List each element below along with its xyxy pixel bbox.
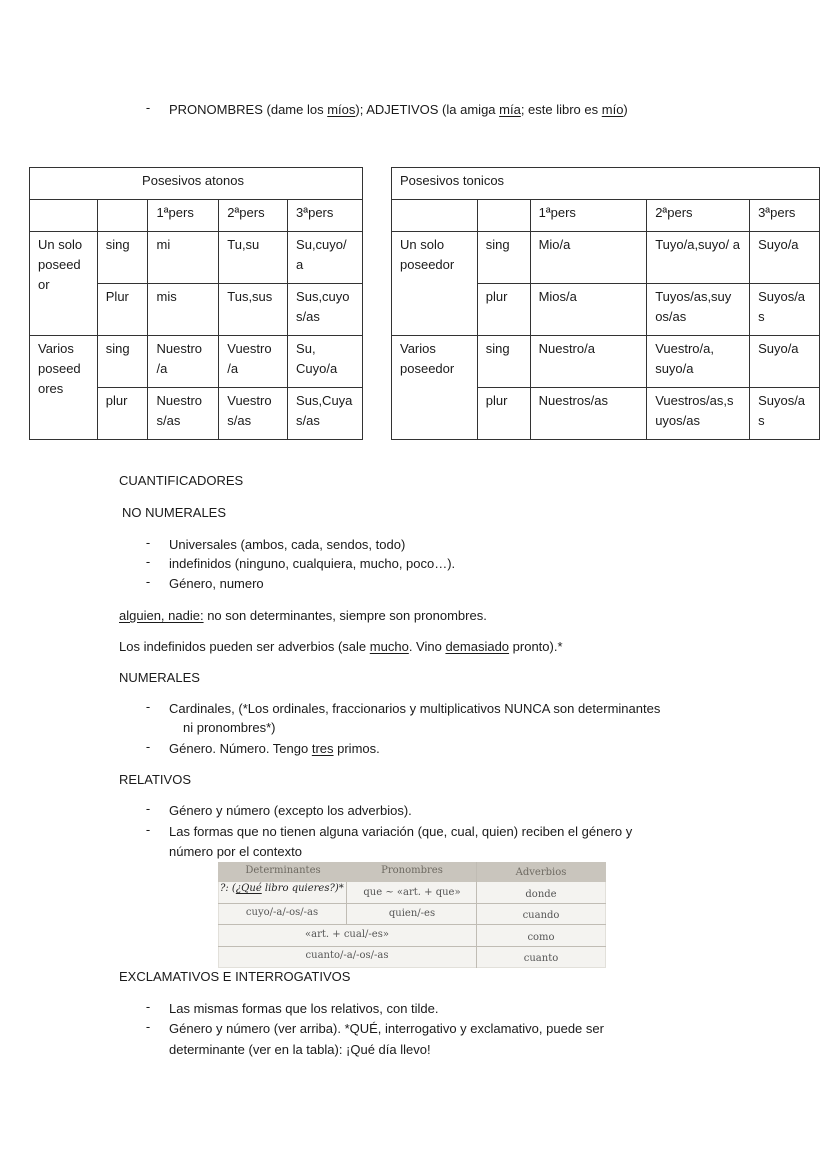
intro-underline-mia: mía bbox=[499, 102, 521, 117]
atonos-cell: Sus,cuyo s/as bbox=[288, 284, 363, 336]
tonicos-group-varios: Varios poseedor bbox=[392, 336, 478, 440]
atonos-header-3: 3ªpers bbox=[288, 200, 363, 232]
atonos-table bbox=[29, 167, 363, 440]
atonos-cell: Vuestro /a bbox=[219, 336, 288, 388]
scan-divider bbox=[218, 924, 606, 925]
intro-underline-mios: míos bbox=[327, 102, 356, 117]
scan-cell: que ~ «art. + que» bbox=[363, 887, 461, 898]
tonicos-cell: Tuyos/as,suy os/as bbox=[647, 284, 750, 336]
note-underline-mucho: mucho bbox=[369, 639, 409, 654]
scan-underline-que: ¿Qué bbox=[235, 883, 262, 894]
intro-text-4: ) bbox=[623, 102, 628, 117]
bullet-dash: - bbox=[145, 554, 151, 569]
atonos-cell: Sus,Cuya s/as bbox=[288, 388, 363, 440]
intro-text-1: PRONOMBRES (dame los bbox=[169, 102, 328, 117]
tonicos-header-3: 3ªpers bbox=[750, 200, 820, 232]
note-text: . Vino bbox=[408, 639, 446, 654]
atonos-num: sing bbox=[97, 336, 148, 388]
tonicos-cell: Mio/a bbox=[530, 232, 647, 284]
note-text: no son determinantes, siempre son pronombres. bbox=[203, 608, 487, 623]
no-numerales-heading: NO NUMERALES bbox=[122, 505, 227, 520]
scan-cell: como bbox=[527, 932, 555, 943]
atonos-num: plur bbox=[97, 388, 148, 440]
scan-cell: cuanto bbox=[523, 953, 559, 964]
atonos-cell: Nuestro /a bbox=[148, 336, 219, 388]
list-text: primos. bbox=[333, 741, 380, 756]
atonos-cell: Vuestro s/as bbox=[219, 388, 288, 440]
intro-text-2: ); ADJETIVOS (la amiga bbox=[355, 102, 500, 117]
atonos-header-empty bbox=[97, 200, 148, 232]
atonos-group-un-solo: Un solo poseed or bbox=[30, 232, 98, 336]
tonicos-cell: Nuestros/as bbox=[530, 388, 647, 440]
scan-header-adverbios: Adverbios bbox=[515, 867, 567, 878]
bullet-dash: - bbox=[145, 999, 151, 1014]
exclamativos-heading: EXCLAMATIVOS E INTERROGATIVOS bbox=[119, 969, 351, 984]
tonicos-num: sing bbox=[477, 232, 530, 284]
tonicos-table bbox=[391, 167, 820, 440]
list-item-continued: número por el contexto bbox=[169, 844, 302, 859]
intro-text-3: ; este libro es bbox=[520, 102, 602, 117]
numerales-heading: NUMERALES bbox=[119, 670, 200, 685]
atonos-cell: Su,cuyo/ a bbox=[288, 232, 363, 284]
relativos-heading: RELATIVOS bbox=[119, 772, 192, 787]
note-underline: alguien, nadie: bbox=[119, 608, 204, 623]
scan-cell: «art. + cual/-es» bbox=[305, 929, 389, 940]
scan-cell: cuyo/-a/-os/-as bbox=[245, 907, 319, 918]
list-item: indefinidos (ninguno, cualquiera, mucho, poco…). bbox=[169, 556, 456, 571]
tonicos-group-un-solo: Un solo poseedor bbox=[392, 232, 478, 336]
list-item: Las formas que no tienen alguna variación (que, cual, quien) reciben el género y bbox=[169, 824, 633, 839]
tonicos-num: sing bbox=[477, 336, 530, 388]
note-underline-demasiado: demasiado bbox=[445, 639, 510, 654]
tonicos-cell: Suyo/a bbox=[750, 336, 820, 388]
tonicos-header-empty bbox=[477, 200, 530, 232]
tonicos-num: plur bbox=[477, 284, 530, 336]
tonicos-cell: Suyo/a bbox=[750, 232, 820, 284]
bullet-dash: - bbox=[145, 535, 151, 550]
tonicos-cell: Nuestro/a bbox=[530, 336, 647, 388]
relativos-scan-table bbox=[218, 862, 606, 968]
tonicos-title: Posesivos tonicos bbox=[392, 168, 820, 200]
atonos-header-empty bbox=[30, 200, 98, 232]
scan-cell: cuando bbox=[522, 910, 560, 921]
list-item-continued: ni pronombres*) bbox=[183, 720, 276, 735]
list-item: Género y número (ver arriba). *QUÉ, interrogativo y exclamativo, puede ser bbox=[169, 1021, 604, 1036]
scan-divider bbox=[218, 946, 606, 947]
list-item: Las mismas formas que los relativos, con tilde. bbox=[169, 1001, 439, 1016]
bullet-dash: - bbox=[145, 739, 151, 754]
note-text: pronto).* bbox=[509, 639, 563, 654]
tonicos-header-empty bbox=[392, 200, 478, 232]
list-item-continued: determinante (ver en la tabla): ¡Qué día llevo! bbox=[169, 1042, 431, 1057]
bullet-dash: - bbox=[145, 822, 151, 837]
underline-tres: tres bbox=[311, 741, 334, 756]
atonos-header-2: 2ªpers bbox=[219, 200, 288, 232]
scan-cell: donde bbox=[525, 889, 557, 900]
tonicos-num: plur bbox=[477, 388, 530, 440]
note-text: Los indefinidos pueden ser adverbios (sale bbox=[119, 639, 370, 654]
tonicos-cell: Vuestro/a, suyo/a bbox=[647, 336, 750, 388]
intro-line bbox=[169, 100, 628, 119]
scan-header-pronombres: Pronombres bbox=[381, 865, 443, 876]
list-item bbox=[169, 739, 380, 758]
scan-header-determinantes: Determinantes bbox=[245, 865, 321, 876]
scan-text: ?: ( bbox=[220, 883, 236, 894]
note-alguien-nadie bbox=[119, 606, 487, 625]
atonos-cell: Nuestro s/as bbox=[148, 388, 219, 440]
list-text: Género. Número. Tengo bbox=[169, 741, 312, 756]
cuantificadores-heading: CUANTIFICADORES bbox=[119, 473, 244, 488]
atonos-cell: mi bbox=[148, 232, 219, 284]
atonos-cell: mis bbox=[148, 284, 219, 336]
bullet-dash: - bbox=[145, 699, 151, 714]
intro-underline-mio: mío bbox=[601, 102, 624, 117]
atonos-num: Plur bbox=[97, 284, 148, 336]
atonos-num: sing bbox=[97, 232, 148, 284]
tonicos-header-2: 2ªpers bbox=[647, 200, 750, 232]
list-item: Género, numero bbox=[169, 576, 264, 591]
tonicos-cell: Suyos/a s bbox=[750, 388, 820, 440]
tonicos-cell: Suyos/a s bbox=[750, 284, 820, 336]
list-item: Universales (ambos, cada, sendos, todo) bbox=[169, 537, 406, 552]
bullet-dash: - bbox=[145, 100, 151, 115]
bullet-dash: - bbox=[145, 801, 151, 816]
tonicos-header-1: 1ªpers bbox=[530, 200, 647, 232]
atonos-cell: Tu,su bbox=[219, 232, 288, 284]
scan-cell: cuanto/-a/-os/-as bbox=[305, 950, 389, 961]
bullet-dash: - bbox=[145, 574, 151, 589]
list-item: Cardinales, (*Los ordinales, fraccionarios y multiplicativos NUNCA son determinantes bbox=[169, 701, 661, 716]
tonicos-cell: Tuyo/a,suyo/ a bbox=[647, 232, 750, 284]
scan-divider bbox=[218, 903, 606, 904]
tonicos-cell: Mios/a bbox=[530, 284, 647, 336]
note-indefinidos bbox=[119, 637, 563, 656]
scan-text: libro quieres?)* bbox=[261, 883, 344, 894]
tonicos-cell: Vuestros/as,s uyos/as bbox=[647, 388, 750, 440]
scan-cell: quien/-es bbox=[388, 908, 436, 919]
atonos-title: Posesivos atonos bbox=[30, 168, 363, 200]
list-item: Género y número (excepto los adverbios). bbox=[169, 803, 412, 818]
atonos-header-1: 1ªpers bbox=[148, 200, 219, 232]
atonos-cell: Tus,sus bbox=[219, 284, 288, 336]
atonos-cell: Su, Cuyo/a bbox=[288, 336, 363, 388]
atonos-group-varios: Varios poseed ores bbox=[30, 336, 98, 440]
scan-cell-que-libro bbox=[220, 883, 344, 894]
bullet-dash: - bbox=[145, 1019, 151, 1034]
